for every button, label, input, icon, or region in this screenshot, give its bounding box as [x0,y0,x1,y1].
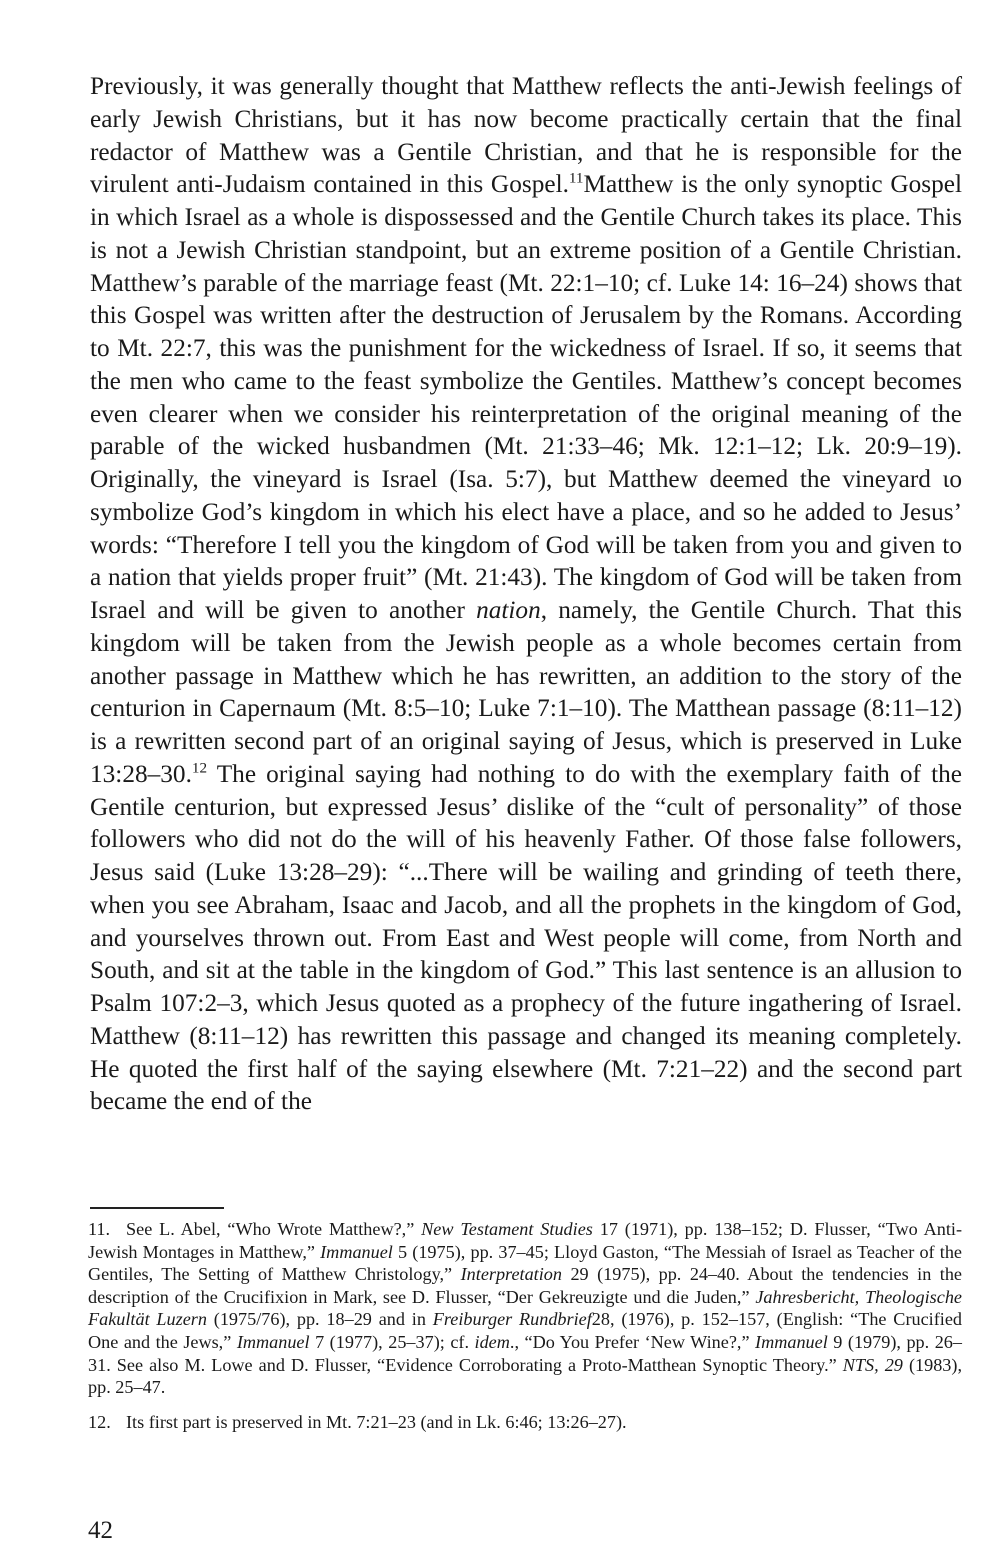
emphasis-nation: nation [476,596,541,624]
footnote-text: 5 (1975), pp. 37–45; Lloyd Gaston, “The Messiah of Israel as Teacher of the Gentiles, The Setting of Matthew Christology,” [88,1241,962,1285]
footnote-text: 7 (1977), 25–37); cf. [309,1331,475,1352]
footnote-italic: Freiburger Rundbrief [432,1309,592,1330]
footnote-text: 29 (1975), pp. 24–40. About the tendencies in the description of the Crucifixion in Mark, see D. Flusser, “Der Gekreuzigte und die Juden,” [88,1264,962,1307]
footnote-italic: Jahresbericht, Theologische Fakultät Luzern [88,1286,962,1330]
footnote-number: 11. [88,1219,111,1239]
body-text-run: Previously, it was generally thought that Matthew reflects the anti-Jewish feelings of early Jewish Christians, but it has now become practically certain that the final redactor of Matthew was a Gentile Christian, and that he is responsible for the virulent anti-Judaism contained in this Gospel. [90,72,962,199]
footnote-text: Its first part is preserved in Mt. 7:21–23 (and in Lk. 6:46; 13:26–27). [126,1411,627,1432]
footnote-12 [88,1411,962,1434]
footnote-italic: Immanuel [236,1331,310,1352]
body-text-run: Matthew is the only synoptic Gospel in which Israel as a whole is dispossessed and the Gentile Church takes its place. This is not a Jewish Christian standpoint, but an extreme position of a Gentile Christian. Matthew’s parable of the marriage feast (Mt. 22:1–10; cf. Luke 14: 16–24) shows that this Gospel was written after the destruction of Jerusalem by the Romans. According to Mt. 22:7, this was the punishment for the wickedness of Israel. If so, it seems that the men who came to the feast symbolize the Gentiles. Matthew’s concept becomes even clearer when we consider his reinterpretation of the original meaning of the parable of the wicked husbandmen (Mt. 21:33–46; Mk. 12:1–12; Lk. 20:9–19). Originally, the vineyard is Israel (Isa. 5:7), but Matthew deemed the vineyard ιo symbolize God’s kingdom in which his elect have a place, and so he added to Jesus’ words: “Therefore I tell you the kingdom of God will be taken from you and given to a nation that yields proper fruit” (Mt. 21:43). The kingdom of God will be taken from Israel and will be given to another [90,170,962,624]
footnote-text: 9 (1979), pp. 26–31. See also M. Lowe and D. Flusser, “Evidence Corroborating a Proto-Matthean Synoptic Theory.” [88,1331,962,1375]
footnote-text: 17 (1971), pp. 138–152; D. Flusser, “Two Anti-Jewish Montages in Matthew,” [88,1219,963,1262]
body-text-run: The original saying had nothing to do with the exemplary faith of the Gentile centurion, but expressed Jesus’ dislike of the “cult of personality” of those followers who did not do the will of his heavenly Father. Of those false followers, Jesus said (Luke 13:28–29): “...There will be wailing and grinding of teeth there, when you see Abraham, Isaac and Jacob, and all the prophets in the kingdom of God, and yourselves thrown out. From East and West people will come, from North and South, and sit at the table in the kingdom of God.” This last sentence is an allusion to Psalm 107:2–3, which Jesus quoted as a prophecy of the future ingathering of Israel. Matthew (8:11–12) has rewritten this passage and changed its meaning completely. He quoted the first half of the saying elsewhere (Mt. 7:21–22) and the second part became the end of the [90,759,962,1116]
footnote-italic: NTS, 29 [842,1354,903,1375]
footnote-italic: Immanuel [755,1331,828,1352]
footnote-text: (1983), pp. 25–47. [88,1354,962,1398]
footnote-ref-11: 11 [568,169,584,187]
page-number: 42 [88,1517,113,1544]
footnote-ref-12: 12 [191,759,208,777]
footnote-italic: New Testament Studies [421,1219,593,1239]
footnote-text: 28, (1976), p. 152–157, (English: “The Crucified One and the Jews,” [88,1309,962,1352]
footnote-italic: Immanuel [320,1241,393,1262]
body-paragraph [90,70,962,1118]
footnote-text: See L. Abel, “Who Wrote Matthew?,” [126,1219,422,1239]
body-text-run: , namely, the Gentile Church. That this kingdom will be taken from the Jewish people as a whole becomes certain from another passage in Matthew which he has rewritten, an addition to the story of the centurion in Capernaum (Mt. 8:5–10; Luke 7:1–10). The Matthean passage (8:11–12) is a rewritten second part of an original saying of Jesus, which is preserved in Luke 13:28–30. [90,596,963,788]
footnote-italic: idem [474,1331,510,1352]
footnote-divider [90,1207,224,1209]
footnote-11 [88,1218,962,1399]
footnote-number: 12. [88,1411,111,1432]
footnote-text: (1975/76), pp. 18–29 and in [206,1309,433,1330]
footnotes [88,1218,962,1445]
footnote-text: ., “Do You Prefer ‘New Wine?,” [509,1331,756,1352]
footnote-italic: Interpretation [460,1264,562,1285]
main-text [90,70,962,1118]
